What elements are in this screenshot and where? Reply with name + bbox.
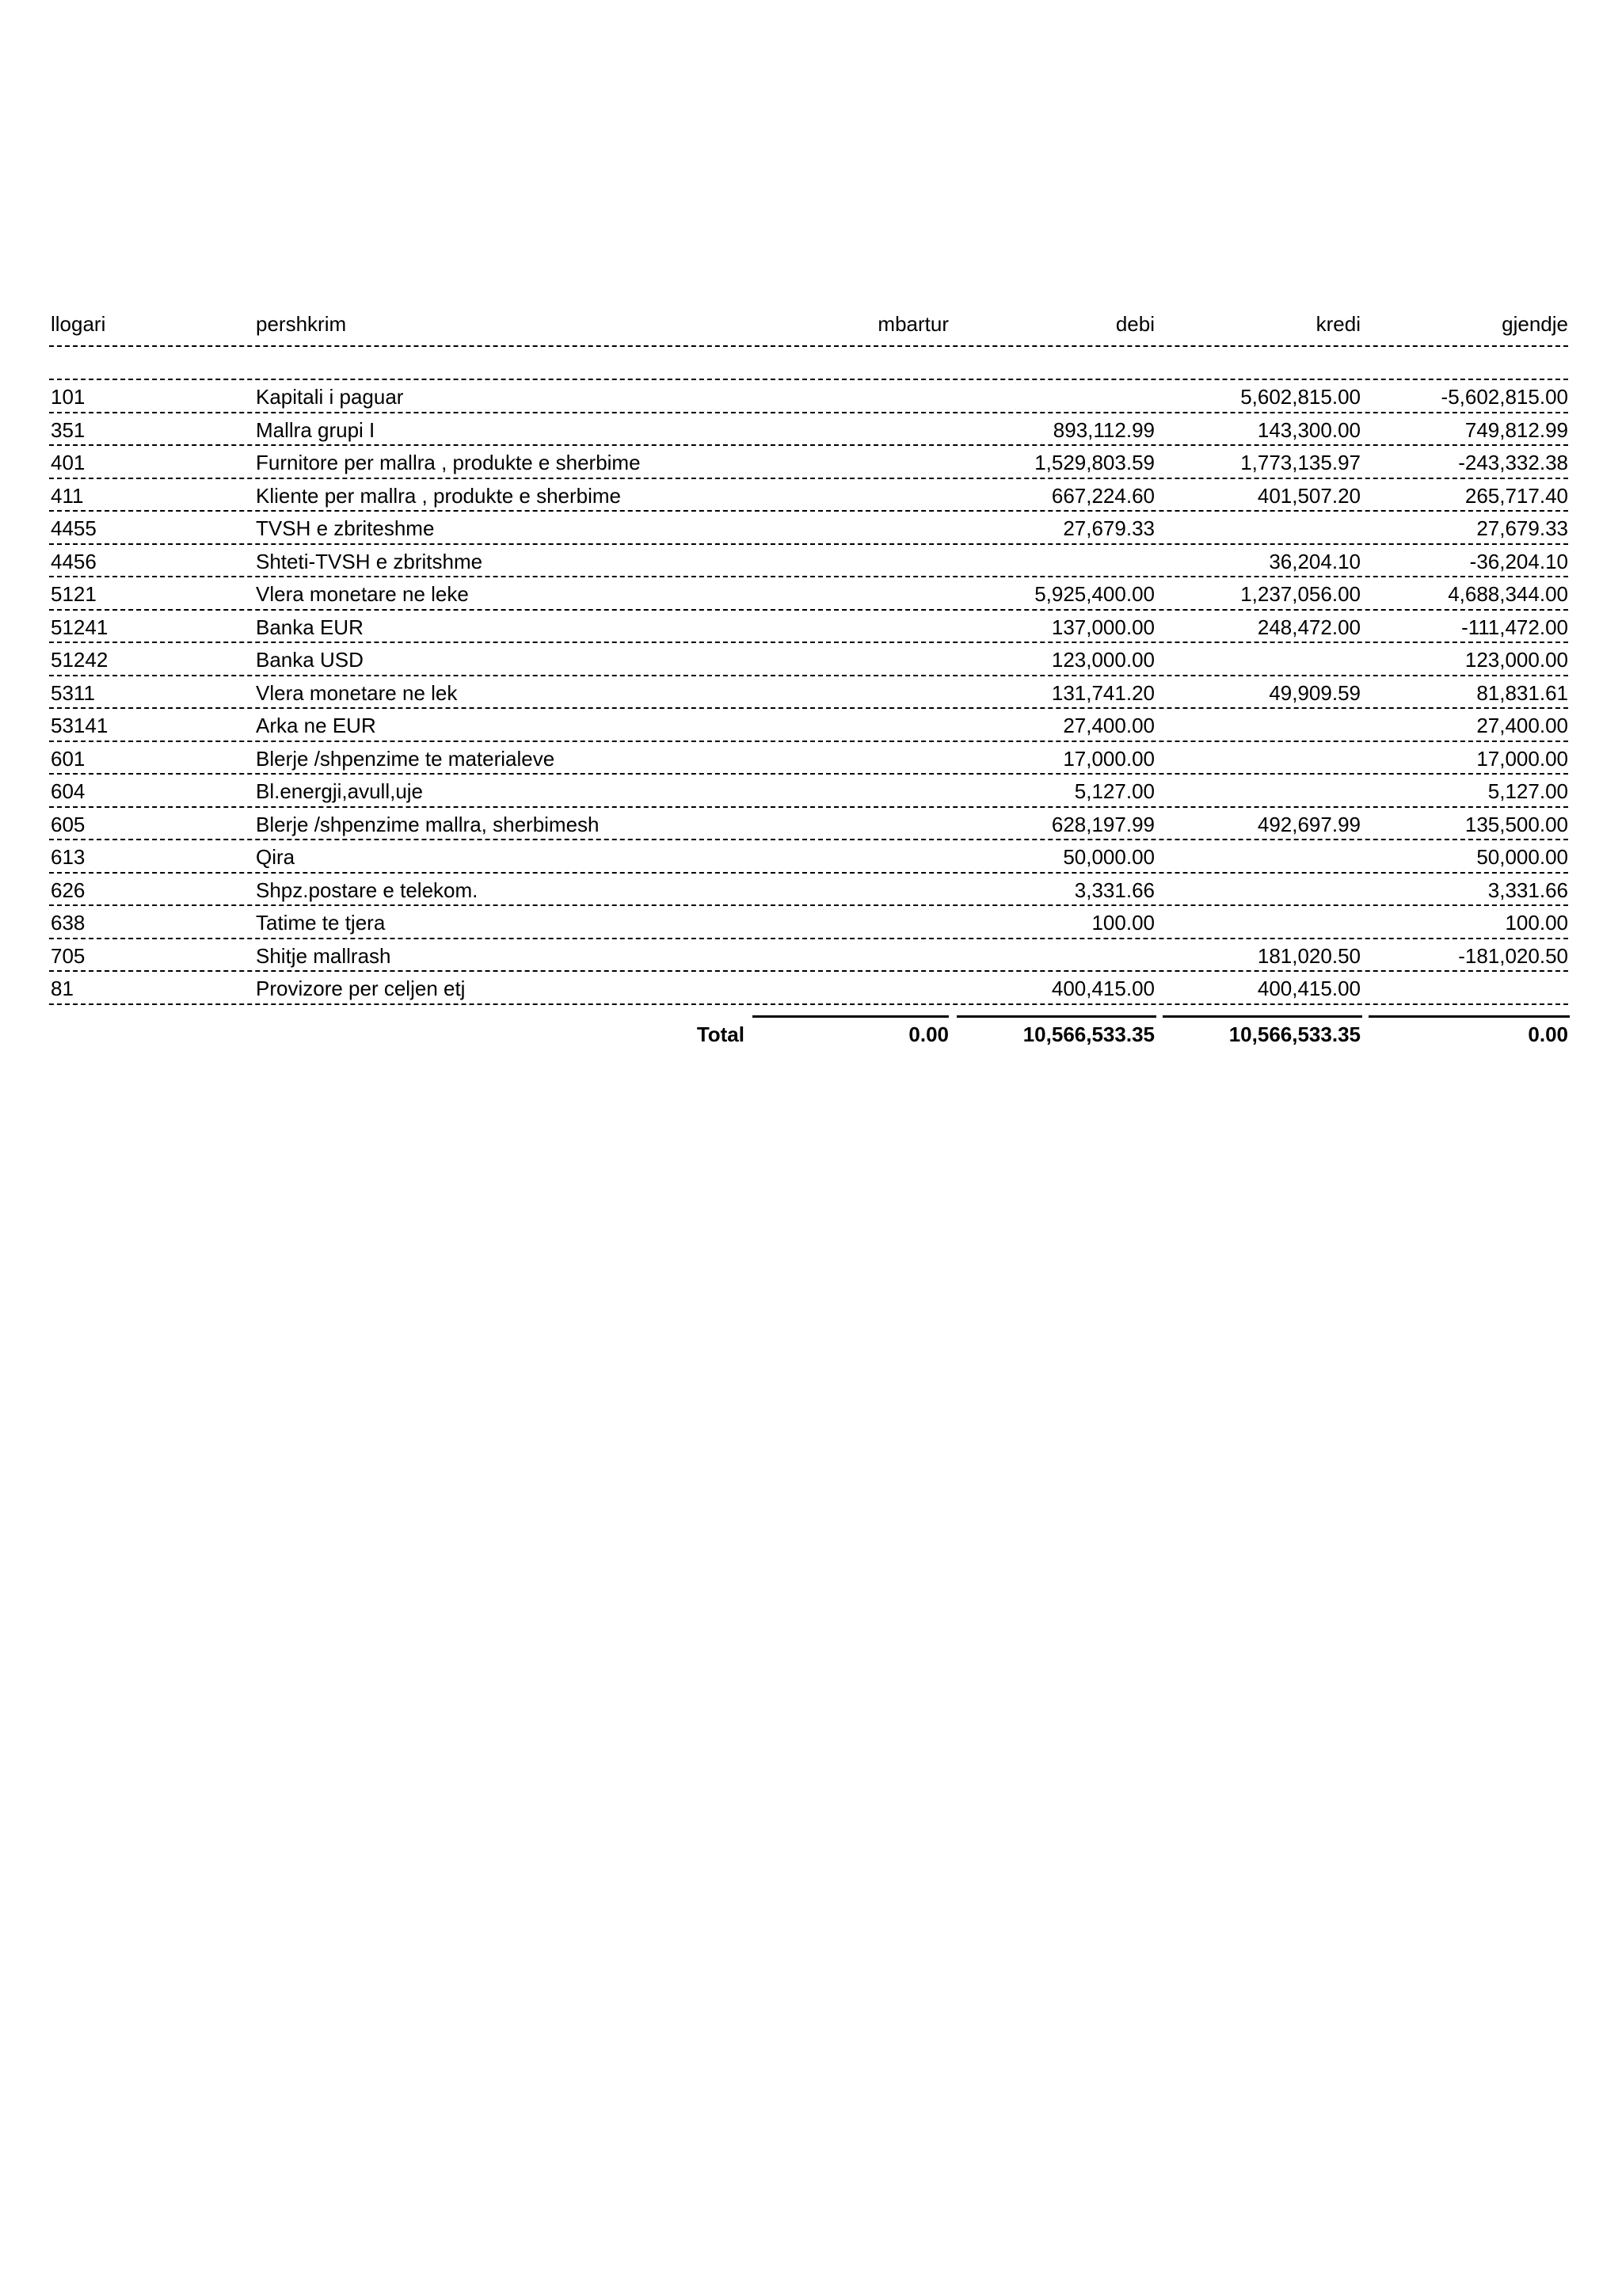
table-row xyxy=(49,972,1568,1005)
cell-account: 101 xyxy=(51,385,86,409)
cell-description: Shitje mallrash xyxy=(256,943,391,968)
cell-balance: 5,127.00 xyxy=(1487,779,1568,803)
header-carried: mbartur xyxy=(878,312,949,336)
cell-account: 81 xyxy=(51,977,74,1000)
table-row xyxy=(49,577,1568,611)
cell-debit: 667,224.60 xyxy=(1051,483,1155,508)
cell-description: Blerje /shpenzime mallra, sherbimesh xyxy=(256,812,600,836)
cell-description: Banka EUR xyxy=(256,615,364,639)
cell-debit: 27,400.00 xyxy=(1063,714,1155,737)
total-row xyxy=(49,1005,1568,1053)
cell-credit: 401,507.20 xyxy=(1257,483,1361,508)
table-row xyxy=(49,939,1568,973)
cell-account: 601 xyxy=(51,746,86,771)
cell-account: 5311 xyxy=(51,680,95,705)
cell-account: 51242 xyxy=(51,648,109,672)
cell-account: 4455 xyxy=(51,516,97,540)
cell-balance: 749,812.99 xyxy=(1464,417,1568,442)
table-row xyxy=(49,512,1568,545)
table-row xyxy=(49,380,1568,413)
table-row xyxy=(49,479,1568,512)
cell-debit: 131,741.20 xyxy=(1051,680,1155,705)
cell-credit: 49,909.59 xyxy=(1269,680,1361,705)
cell-account: 4456 xyxy=(51,549,97,573)
table-row xyxy=(49,874,1568,907)
table-row xyxy=(49,545,1568,578)
cell-account: 401 xyxy=(51,451,86,474)
cell-account: 53141 xyxy=(51,714,109,737)
header-account: llogari xyxy=(51,312,106,336)
table-row xyxy=(49,446,1568,479)
cell-debit: 893,112.99 xyxy=(1053,417,1155,442)
cell-description: Shpz.postare e telekom. xyxy=(256,878,478,902)
table-row xyxy=(49,611,1568,644)
cell-account: 351 xyxy=(51,417,86,442)
cell-balance: 265,717.40 xyxy=(1464,483,1568,508)
cell-debit: 1,529,803.59 xyxy=(1034,451,1155,474)
cell-account: 5121 xyxy=(51,582,97,606)
cell-balance: 100.00 xyxy=(1505,911,1568,935)
cell-account: 626 xyxy=(51,878,86,902)
total-rule xyxy=(752,1015,949,1018)
cell-description: Kapitali i paguar xyxy=(256,385,404,409)
cell-account: 605 xyxy=(51,812,86,836)
total-debit: 10,566,533.35 xyxy=(1022,1022,1155,1046)
cell-account: 411 xyxy=(51,483,84,508)
header-credit: kredi xyxy=(1315,312,1361,336)
table-header xyxy=(49,307,1568,347)
cell-debit: 3,331.66 xyxy=(1074,878,1155,902)
cell-description: Tatime te tjera xyxy=(256,911,386,935)
cell-description: Qira xyxy=(256,845,295,869)
cell-balance: 50,000.00 xyxy=(1476,845,1568,869)
cell-balance: -243,332.38 xyxy=(1458,451,1568,474)
cell-balance: -5,602,815.00 xyxy=(1441,385,1568,409)
cell-balance: 81,831.61 xyxy=(1476,680,1568,705)
cell-description: Blerje /shpenzime te materialeve xyxy=(256,746,555,771)
cell-credit: 492,697.99 xyxy=(1257,812,1361,836)
cell-description: Vlera monetare ne leke xyxy=(256,582,469,606)
cell-debit: 5,127.00 xyxy=(1074,779,1155,803)
table-row xyxy=(49,643,1568,676)
cell-debit: 100.00 xyxy=(1091,911,1155,935)
cell-description: Banka USD xyxy=(256,648,364,672)
cell-balance: 4,688,344.00 xyxy=(1448,582,1568,606)
cell-debit: 137,000.00 xyxy=(1051,615,1155,639)
cell-balance: 135,500.00 xyxy=(1464,812,1568,836)
trial-balance-report xyxy=(49,307,1568,1053)
header-separator xyxy=(49,347,1568,380)
cell-balance: -111,472.00 xyxy=(1461,615,1568,639)
cell-balance: -36,204.10 xyxy=(1469,549,1568,573)
table-row xyxy=(49,676,1568,710)
cell-debit: 400,415.00 xyxy=(1051,977,1155,1000)
table-row xyxy=(49,709,1568,742)
cell-description: Vlera monetare ne lek xyxy=(256,680,458,705)
cell-description: Arka ne EUR xyxy=(256,714,376,737)
total-label: Total xyxy=(696,1022,744,1046)
cell-balance: 123,000.00 xyxy=(1464,648,1568,672)
total-balance: 0.00 xyxy=(1528,1022,1568,1046)
cell-credit: 400,415.00 xyxy=(1257,977,1361,1000)
cell-account: 51241 xyxy=(51,615,109,639)
table-row xyxy=(49,742,1568,775)
cell-credit: 5,602,815.00 xyxy=(1240,385,1361,409)
cell-description: Shteti-TVSH e zbritshme xyxy=(256,549,483,573)
total-rule xyxy=(957,1015,1156,1018)
cell-account: 705 xyxy=(51,943,86,968)
cell-description: Mallra grupi I xyxy=(256,417,375,442)
cell-description: Furnitore per mallra , produkte e sherbime xyxy=(256,451,641,474)
cell-debit: 123,000.00 xyxy=(1051,648,1155,672)
cell-debit: 50,000.00 xyxy=(1063,845,1155,869)
cell-balance: 17,000.00 xyxy=(1476,746,1568,771)
cell-description: TVSH e zbriteshme xyxy=(256,516,435,540)
cell-description: Provizore per celjen etj xyxy=(256,977,466,1000)
cell-description: Bl.energji,avull,uje xyxy=(256,779,424,803)
cell-debit: 27,679.33 xyxy=(1063,516,1155,540)
table-row xyxy=(49,906,1568,939)
cell-debit: 628,197.99 xyxy=(1051,812,1155,836)
table-row xyxy=(49,808,1568,841)
total-carried: 0.00 xyxy=(908,1022,949,1046)
cell-balance: 3,331.66 xyxy=(1487,878,1568,902)
total-credit: 10,566,533.35 xyxy=(1228,1022,1361,1046)
cell-credit: 1,773,135.97 xyxy=(1240,451,1361,474)
cell-credit: 143,300.00 xyxy=(1257,417,1361,442)
cell-balance: -181,020.50 xyxy=(1458,943,1568,968)
total-rule xyxy=(1163,1015,1362,1018)
cell-credit: 181,020.50 xyxy=(1257,943,1361,968)
cell-credit: 36,204.10 xyxy=(1269,549,1361,573)
cell-balance: 27,679.33 xyxy=(1476,516,1568,540)
cell-balance: 27,400.00 xyxy=(1476,714,1568,737)
header-description: pershkrim xyxy=(256,312,347,336)
cell-account: 638 xyxy=(51,911,86,935)
cell-debit: 17,000.00 xyxy=(1063,746,1155,771)
cell-debit: 5,925,400.00 xyxy=(1034,582,1155,606)
cell-credit: 248,472.00 xyxy=(1257,615,1361,639)
header-debit: debi xyxy=(1115,312,1155,336)
header-balance: gjendje xyxy=(1502,312,1568,336)
total-rule xyxy=(1369,1015,1570,1018)
cell-credit: 1,237,056.00 xyxy=(1240,582,1361,606)
cell-account: 613 xyxy=(51,845,86,869)
table-row xyxy=(49,840,1568,874)
cell-account: 604 xyxy=(51,779,86,803)
table-row xyxy=(49,775,1568,808)
cell-description: Kliente per mallra , produkte e sherbime xyxy=(256,483,622,508)
table-row xyxy=(49,413,1568,447)
table-body xyxy=(49,380,1568,1005)
